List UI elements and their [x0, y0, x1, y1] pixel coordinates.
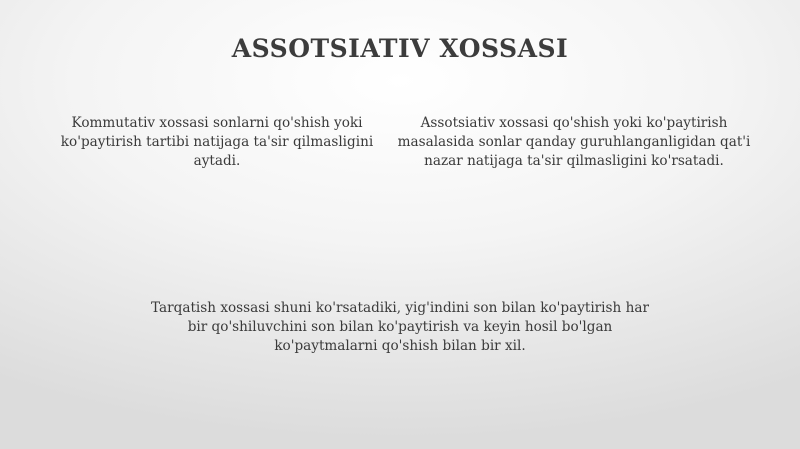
commutative-property-text: Kommutativ xossasi sonlarni qo'shish yoki ko'paytirish tartibi natijaga ta'sir qilmasligini aytadi.	[60, 115, 374, 169]
associative-property-text: Assotsiativ xossasi qo'shish yoki ko'paytirish masalasida sonlar qanday guruhlanganligidan qat'i nazar natijaga ta'sir qilmasligini ko'rsatadi.	[397, 115, 751, 169]
distributive-property-text: Tarqatish xossasi shuni ko'rsatadiki, yig'indini son bilan ko'paytirish har bir qo'shiluvchini son bilan ko'paytirish va keyin hosil bo'lgan ko'paytmalarni qo'shish bilan bir xil.	[151, 300, 649, 354]
slide-title: ASSOTSIATIV XOSSASI	[231, 34, 569, 63]
